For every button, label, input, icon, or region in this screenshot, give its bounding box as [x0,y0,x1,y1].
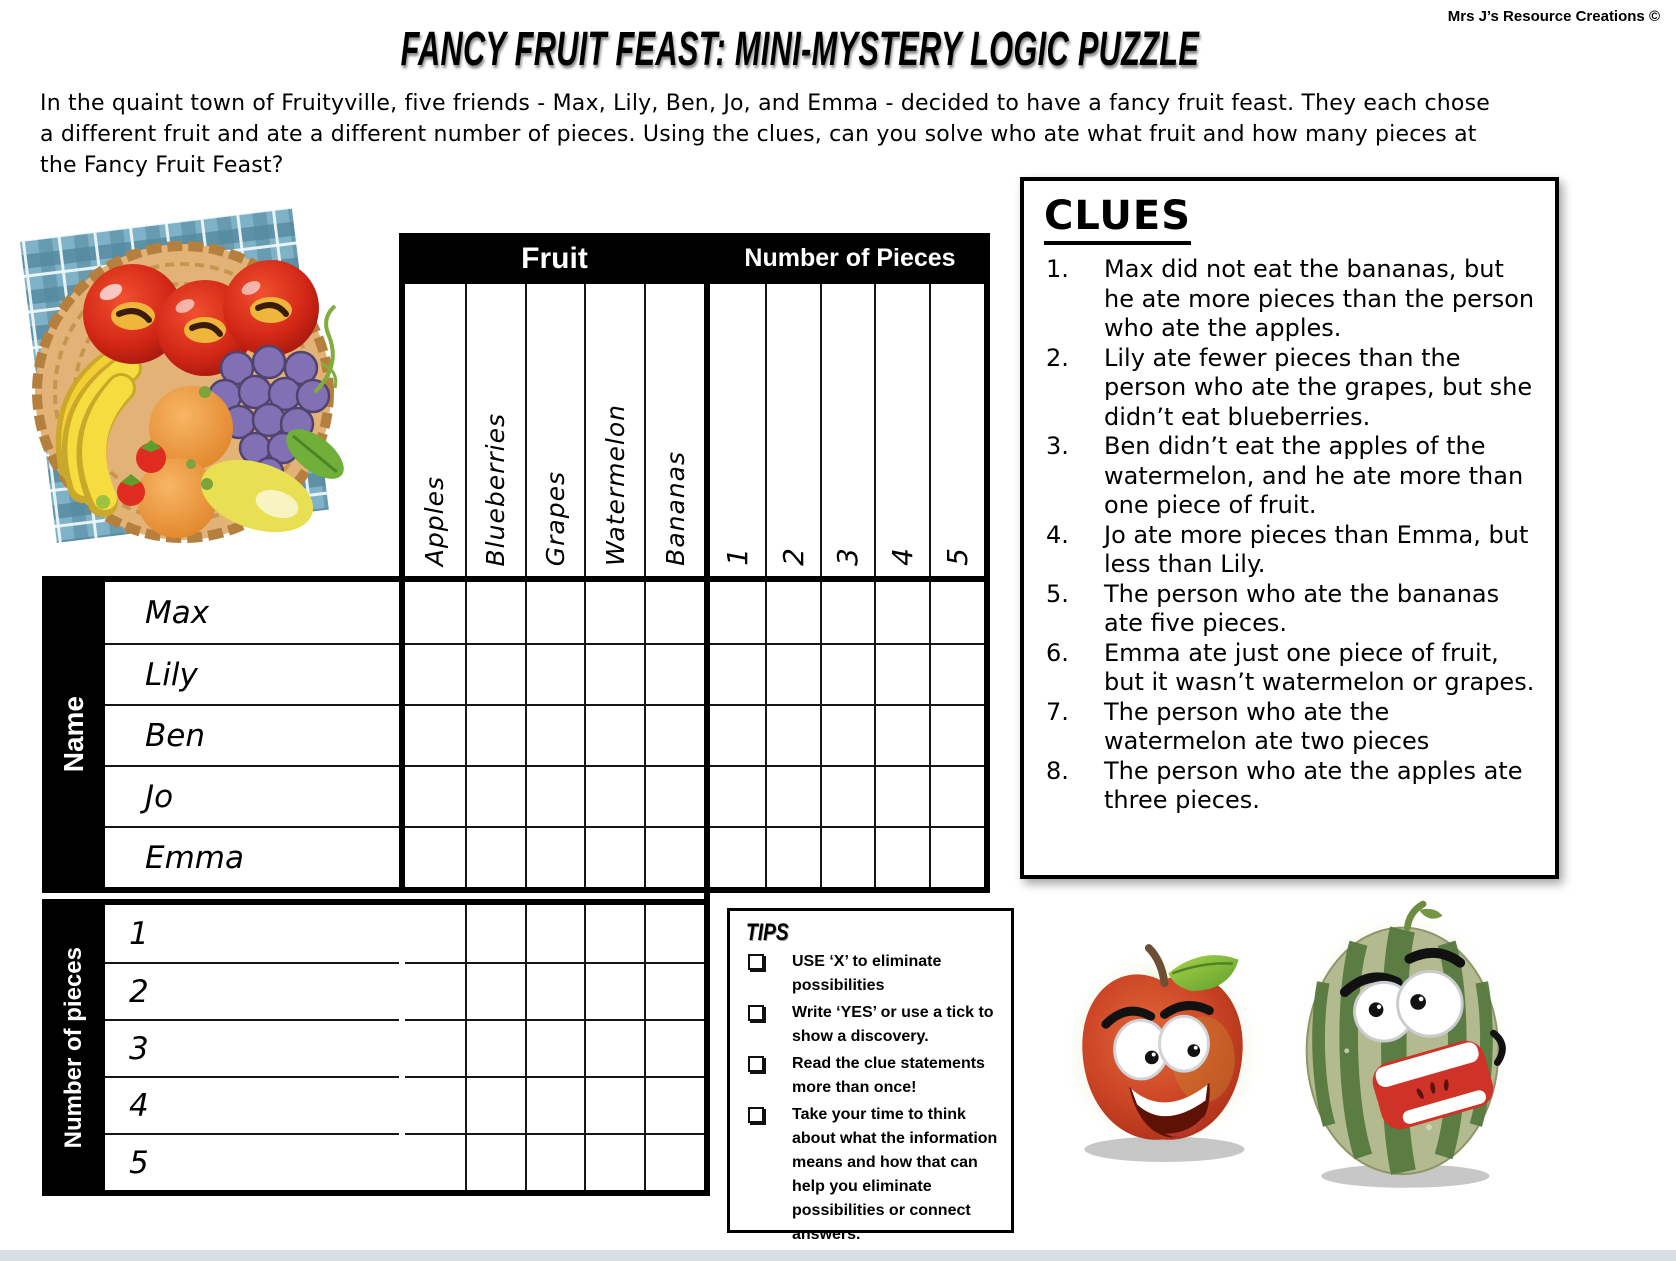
answer-cell-pieces-fruit[interactable] [584,1076,644,1133]
pieces-row-label: 5 [129,1144,149,1181]
clue-number: 5. [1046,579,1069,608]
answer-cell-pieces-fruit[interactable] [525,1076,585,1133]
answer-cell-name-fruit[interactable] [405,826,465,887]
answer-cell-name-fruit[interactable] [644,704,704,765]
intro-paragraph: In the quaint town of Fruityville, five friends - Max, Lily, Ben, Jo, and Emma - decided to have a fancy fruit feast. They each chose a different fruit and ate a different number of pieces. Using the clues, can you solve who ate what fruit and how many pieces at the Fancy Fruit Feast? [40,91,1490,178]
name-row-label-cell [105,765,399,826]
shadow [1084,1137,1244,1162]
checkbox-icon [748,1107,764,1123]
answer-cell-name-fruit[interactable] [584,643,644,704]
answer-cell-name-pieces[interactable] [820,826,875,887]
clues-panel [1020,177,1559,879]
pieces-column-label: 5 [941,548,975,566]
pieces-row-label: 1 [129,915,149,952]
grid-line [984,233,990,893]
eye [1160,1016,1209,1071]
answer-cell-pieces-fruit[interactable] [525,905,585,962]
name-row-label-cell [105,704,399,765]
pieces-column-label: 4 [886,548,920,566]
clue-item [1044,757,1541,816]
page-title [0,22,1600,77]
name-row-labels [105,582,399,887]
answer-cell-pieces-fruit[interactable] [465,1076,525,1133]
tip-text: USE ‘X’ to eliminate possibilities [792,953,942,994]
answer-cell-name-pieces[interactable] [710,765,765,826]
answer-cell-name-pieces[interactable] [820,704,875,765]
watermelon-character-illustration [1290,893,1515,1193]
bottom-edge-strip [0,1250,1676,1261]
pieces-column-header [929,284,984,576]
clue-text: Ben didn’t eat the apples of the watermelon, and he ate more than one piece of fruit. [1104,432,1524,519]
checkbox-icon [748,1056,764,1072]
pieces-column-header [765,284,820,576]
answer-cell-name-fruit[interactable] [525,582,585,643]
fruit-column-header [405,284,465,576]
tip-item [746,1001,1003,1049]
name-row-label: Ben [145,717,205,754]
tips-panel [727,908,1014,1243]
answer-cell-name-fruit[interactable] [405,704,465,765]
grid-line [42,899,710,905]
name-row-label-cell [105,826,399,887]
answer-cell-name-pieces[interactable] [929,704,984,765]
answer-cell-name-fruit[interactable] [525,826,585,887]
clues-title: CLUES [1044,193,1191,245]
fruit-column-header [644,284,704,576]
clue-number: 2. [1046,343,1069,372]
answer-cell-pieces-fruit[interactable] [525,962,585,1019]
name-row-label: Emma [145,839,244,876]
pieces-row-labels [105,905,399,1190]
answer-cell-name-fruit[interactable] [405,643,465,704]
answer-cell-name-fruit[interactable] [465,704,525,765]
pieces-column-header [874,284,929,576]
checkbox-icon [748,1005,764,1021]
answer-cell-pieces-fruit[interactable] [465,962,525,1019]
clue-item [1044,698,1541,757]
pieces-row-label-cell [105,1019,399,1076]
answer-cell-name-pieces[interactable] [929,582,984,643]
answer-cell-name-fruit[interactable] [465,582,525,643]
answer-cell-pieces-fruit[interactable] [584,1019,644,1076]
answer-cell-name-pieces[interactable] [710,826,765,887]
fruit-column-header [525,284,585,576]
answer-cell-pieces-fruit[interactable] [644,1133,704,1190]
apple-character-illustration [1055,940,1270,1170]
clue-text: Jo ate more pieces than Emma, but less than Lily. [1104,520,1529,578]
fruit-basket-illustration [15,196,355,548]
clue-text: Emma ate just one piece of fruit, but it wasn’t watermelon or grapes. [1104,638,1535,696]
answer-cell-name-fruit[interactable] [525,643,585,704]
answer-cell-pieces-fruit[interactable] [525,1019,585,1076]
answer-cell-name-pieces[interactable] [929,643,984,704]
answer-cell-name-fruit[interactable] [644,643,704,704]
tip-text: Take your time to think about what the information means and how that can help you eliminate possibilities or connect answers. [792,1106,998,1243]
page-title-text: FANCY FRUIT FEAST: MINI-MYSTERY LOGIC PUZZLE [400,23,1200,76]
answer-cell-pieces-fruit[interactable] [405,1133,465,1190]
pieces-row-label: 3 [129,1030,149,1067]
grid-line [42,887,990,893]
answer-cell-name-fruit[interactable] [584,765,644,826]
answer-cell-name-pieces[interactable] [929,765,984,826]
pieces-row-label-cell [105,962,399,1019]
clue-number: 6. [1046,638,1069,667]
pieces-axis-label: Number of pieces [59,946,87,1149]
fruit-group-header: Fruit [521,241,588,275]
clue-item [1044,255,1541,344]
answer-cell-name-pieces[interactable] [820,643,875,704]
grid-line [42,1190,710,1196]
clue-number: 4. [1046,520,1069,549]
pieces-column-header [710,284,765,576]
clue-number: 3. [1046,432,1069,460]
answer-cell-pieces-fruit[interactable] [644,1019,704,1076]
answer-cell-name-fruit[interactable] [405,582,465,643]
tip-item [746,1103,1003,1247]
answer-cell-name-pieces[interactable] [820,765,875,826]
answer-cell-name-pieces[interactable] [710,582,765,643]
answer-cell-name-fruit[interactable] [644,582,704,643]
pieces-column-label: 3 [831,548,865,566]
name-by-fruit-cells [405,582,704,887]
answer-cell-pieces-fruit[interactable] [465,1133,525,1190]
answer-cell-pieces-fruit[interactable] [644,905,704,962]
clue-number: 8. [1046,756,1069,785]
fruit-column-label: Watermelon [600,404,630,566]
answer-cell-name-fruit[interactable] [405,765,465,826]
grid-header-bar [399,233,990,284]
pieces-row-label-cell [105,1133,399,1190]
checkbox-icon [748,954,764,970]
answer-cell-name-pieces[interactable] [710,704,765,765]
pieces-row-label-cell [105,1076,399,1133]
answer-cell-name-pieces[interactable] [765,704,820,765]
fruit-column-label: Apples [420,475,450,566]
answer-cell-pieces-fruit[interactable] [584,1133,644,1190]
clue-number: 1. [1046,255,1069,283]
fruit-column-label: Blueberries [481,412,511,566]
answer-cell-name-pieces[interactable] [765,582,820,643]
answer-cell-pieces-fruit[interactable] [584,905,644,962]
answer-cell-name-pieces[interactable] [874,704,929,765]
pieces-group-header: Number of Pieces [744,244,956,272]
pieces-column-header [820,284,875,576]
clue-item [1044,432,1541,521]
clue-text: Max did not eat the bananas, but he ate more pieces than the person who ate the apples. [1104,255,1535,342]
grid-line [42,576,990,582]
answer-cell-name-fruit[interactable] [465,765,525,826]
answer-cell-pieces-fruit[interactable] [405,1076,465,1133]
pieces-by-fruit-cells [405,905,704,1190]
answer-cell-pieces-fruit[interactable] [405,962,465,1019]
answer-cell-pieces-fruit[interactable] [525,1133,585,1190]
answer-cell-name-pieces[interactable] [874,765,929,826]
answer-cell-pieces-fruit[interactable] [465,905,525,962]
name-axis-label: Name [57,696,89,773]
name-by-pieces-cells [710,582,984,887]
clue-item [1044,639,1541,698]
fruit-column-label: Bananas [660,451,690,566]
pieces-row-label-cell [105,905,399,962]
name-row-label: Max [145,594,210,631]
answer-cell-name-fruit[interactable] [584,582,644,643]
clue-item [1044,580,1541,639]
answer-cell-pieces-fruit[interactable] [405,905,465,962]
clue-number: 7. [1046,697,1069,726]
fruit-column-header [465,284,525,576]
answer-cell-name-fruit[interactable] [525,704,585,765]
tip-text: Write ‘YES’ or use a tick to show a discovery. [792,1004,994,1045]
pieces-row-label: 4 [129,1087,149,1124]
name-row-label: Jo [145,778,174,815]
answer-cell-pieces-fruit[interactable] [644,962,704,1019]
tips-title: TIPS [746,919,789,946]
answer-cell-name-pieces[interactable] [820,582,875,643]
eye [1398,972,1463,1037]
answer-cell-name-fruit[interactable] [525,765,585,826]
clue-item [1044,521,1541,580]
answer-cell-pieces-fruit[interactable] [584,962,644,1019]
answer-cell-name-fruit[interactable] [584,704,644,765]
clue-item [1044,344,1541,433]
answer-cell-pieces-fruit[interactable] [644,1076,704,1133]
clue-text: The person who ate the bananas ate five pieces. [1104,579,1500,637]
pieces-column-headers [710,284,984,576]
clue-text: Lily ate fewer pieces than the person who ate the grapes, but she didn’t eat blueberries. [1104,343,1533,431]
name-row-label-cell [105,582,399,643]
answer-cell-name-pieces[interactable] [765,765,820,826]
answer-cell-name-fruit[interactable] [465,643,525,704]
pieces-column-label: 1 [720,548,754,566]
tip-item [746,1052,1003,1100]
answer-cell-name-fruit[interactable] [644,826,704,887]
answer-cell-name-pieces[interactable] [874,826,929,887]
answer-cell-name-pieces[interactable] [765,643,820,704]
fruit-column-headers [405,284,704,576]
answer-cell-name-fruit[interactable] [644,765,704,826]
clues-list [1044,255,1541,816]
answer-cell-name-pieces[interactable] [929,826,984,887]
pieces-column-label: 2 [776,548,810,566]
clue-text: The person who ate the watermelon ate two pieces [1104,697,1430,755]
fruit-column-header [584,284,644,576]
tip-text: Read the clue statements more than once! [792,1055,985,1096]
grid-line [399,233,405,893]
answer-cell-name-pieces[interactable] [765,826,820,887]
name-row-label: Lily [145,656,198,693]
answer-cell-name-fruit[interactable] [465,826,525,887]
answer-cell-name-pieces[interactable] [874,582,929,643]
credit-text: Mrs J’s Resource Creations © [1447,8,1660,25]
fruit-column-label: Grapes [540,470,570,566]
clue-text: The person who ate the apples ate three pieces. [1104,756,1523,814]
pieces-axis-bar [42,899,105,1196]
answer-cell-pieces-fruit[interactable] [465,1019,525,1076]
answer-cell-name-fruit[interactable] [584,826,644,887]
answer-cell-pieces-fruit[interactable] [405,1019,465,1076]
answer-cell-name-pieces[interactable] [874,643,929,704]
answer-cell-name-pieces[interactable] [710,643,765,704]
grid-line [704,233,710,1196]
tips-list [746,950,1003,1247]
tip-item [746,950,1003,998]
pieces-row-label: 2 [129,973,149,1010]
name-axis-bar [42,576,105,893]
name-row-label-cell [105,643,399,704]
